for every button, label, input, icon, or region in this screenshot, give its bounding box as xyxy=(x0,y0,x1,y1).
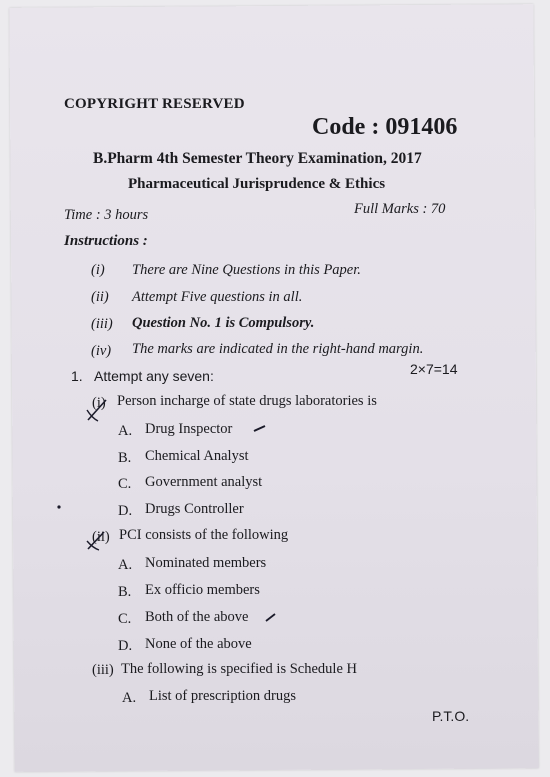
option-letter: A. xyxy=(118,423,133,439)
subquestion-text: The following is specified is Schedule H xyxy=(121,661,357,677)
copyright-notice: COPYRIGHT RESERVED xyxy=(64,96,245,112)
option-text: Nominated members xyxy=(145,555,267,571)
subquestion-text: Person incharge of state drugs laboratories is xyxy=(117,393,377,409)
option-text: List of prescription drugs xyxy=(149,688,296,704)
pen-tick-mark xyxy=(264,612,278,624)
pen-strike-mark xyxy=(84,396,114,426)
question-number: 1. xyxy=(71,368,83,384)
instruction-number: (i) xyxy=(91,262,105,278)
option-letter: A. xyxy=(122,690,137,706)
instruction-text: Question No. 1 is Compulsory. xyxy=(132,315,315,331)
option-text: Government analyst xyxy=(145,474,263,490)
option-text: Chemical Analyst xyxy=(145,448,249,464)
option-letter: D. xyxy=(118,638,133,654)
option-text: Both of the above xyxy=(145,609,249,625)
full-marks: Full Marks : 70 xyxy=(354,201,446,217)
subquestion-number: (iii) xyxy=(92,662,114,678)
option-letter: C. xyxy=(118,611,132,627)
subquestion-number: (i) xyxy=(92,395,106,411)
time-allowed: Time : 3 hours xyxy=(64,207,149,223)
instructions-heading: Instructions : xyxy=(64,233,148,249)
exam-paper xyxy=(9,4,538,772)
option-letter: B. xyxy=(118,584,132,600)
option-letter: B. xyxy=(118,450,132,466)
option-text: None of the above xyxy=(145,636,252,652)
instruction-number: (ii) xyxy=(91,289,109,305)
option-letter: C. xyxy=(118,476,132,492)
instruction-text: There are Nine Questions in this Paper. xyxy=(132,262,361,278)
option-text: Ex officio members xyxy=(145,582,260,598)
paper-code: Code : 091406 xyxy=(312,114,458,140)
instruction-number: (iii) xyxy=(91,316,113,332)
pen-strike-mark xyxy=(84,529,114,553)
subject-title: Pharmaceutical Jurisprudence & Ethics xyxy=(128,176,386,192)
instruction-text: Attempt Five questions in all. xyxy=(132,289,303,305)
exam-title: B.Pharm 4th Semester Theory Examination, 2017 xyxy=(93,150,422,167)
subquestion-text: PCI consists of the following xyxy=(119,527,289,543)
question-marks: 2×7=14 xyxy=(410,361,458,377)
question-text: Attempt any seven: xyxy=(94,368,214,384)
ink-dot xyxy=(56,504,62,510)
pen-mark xyxy=(252,424,268,434)
instruction-number: (iv) xyxy=(91,343,112,359)
option-letter: A. xyxy=(118,557,133,573)
option-text: Drugs Controller xyxy=(145,501,244,517)
instruction-text: The marks are indicated in the right-hand margin. xyxy=(132,341,424,357)
page-turn-note: P.T.O. xyxy=(432,708,470,724)
option-text: Drug Inspector xyxy=(145,421,233,437)
option-letter: D. xyxy=(118,503,133,519)
subquestion-number: (ii) xyxy=(92,529,110,545)
